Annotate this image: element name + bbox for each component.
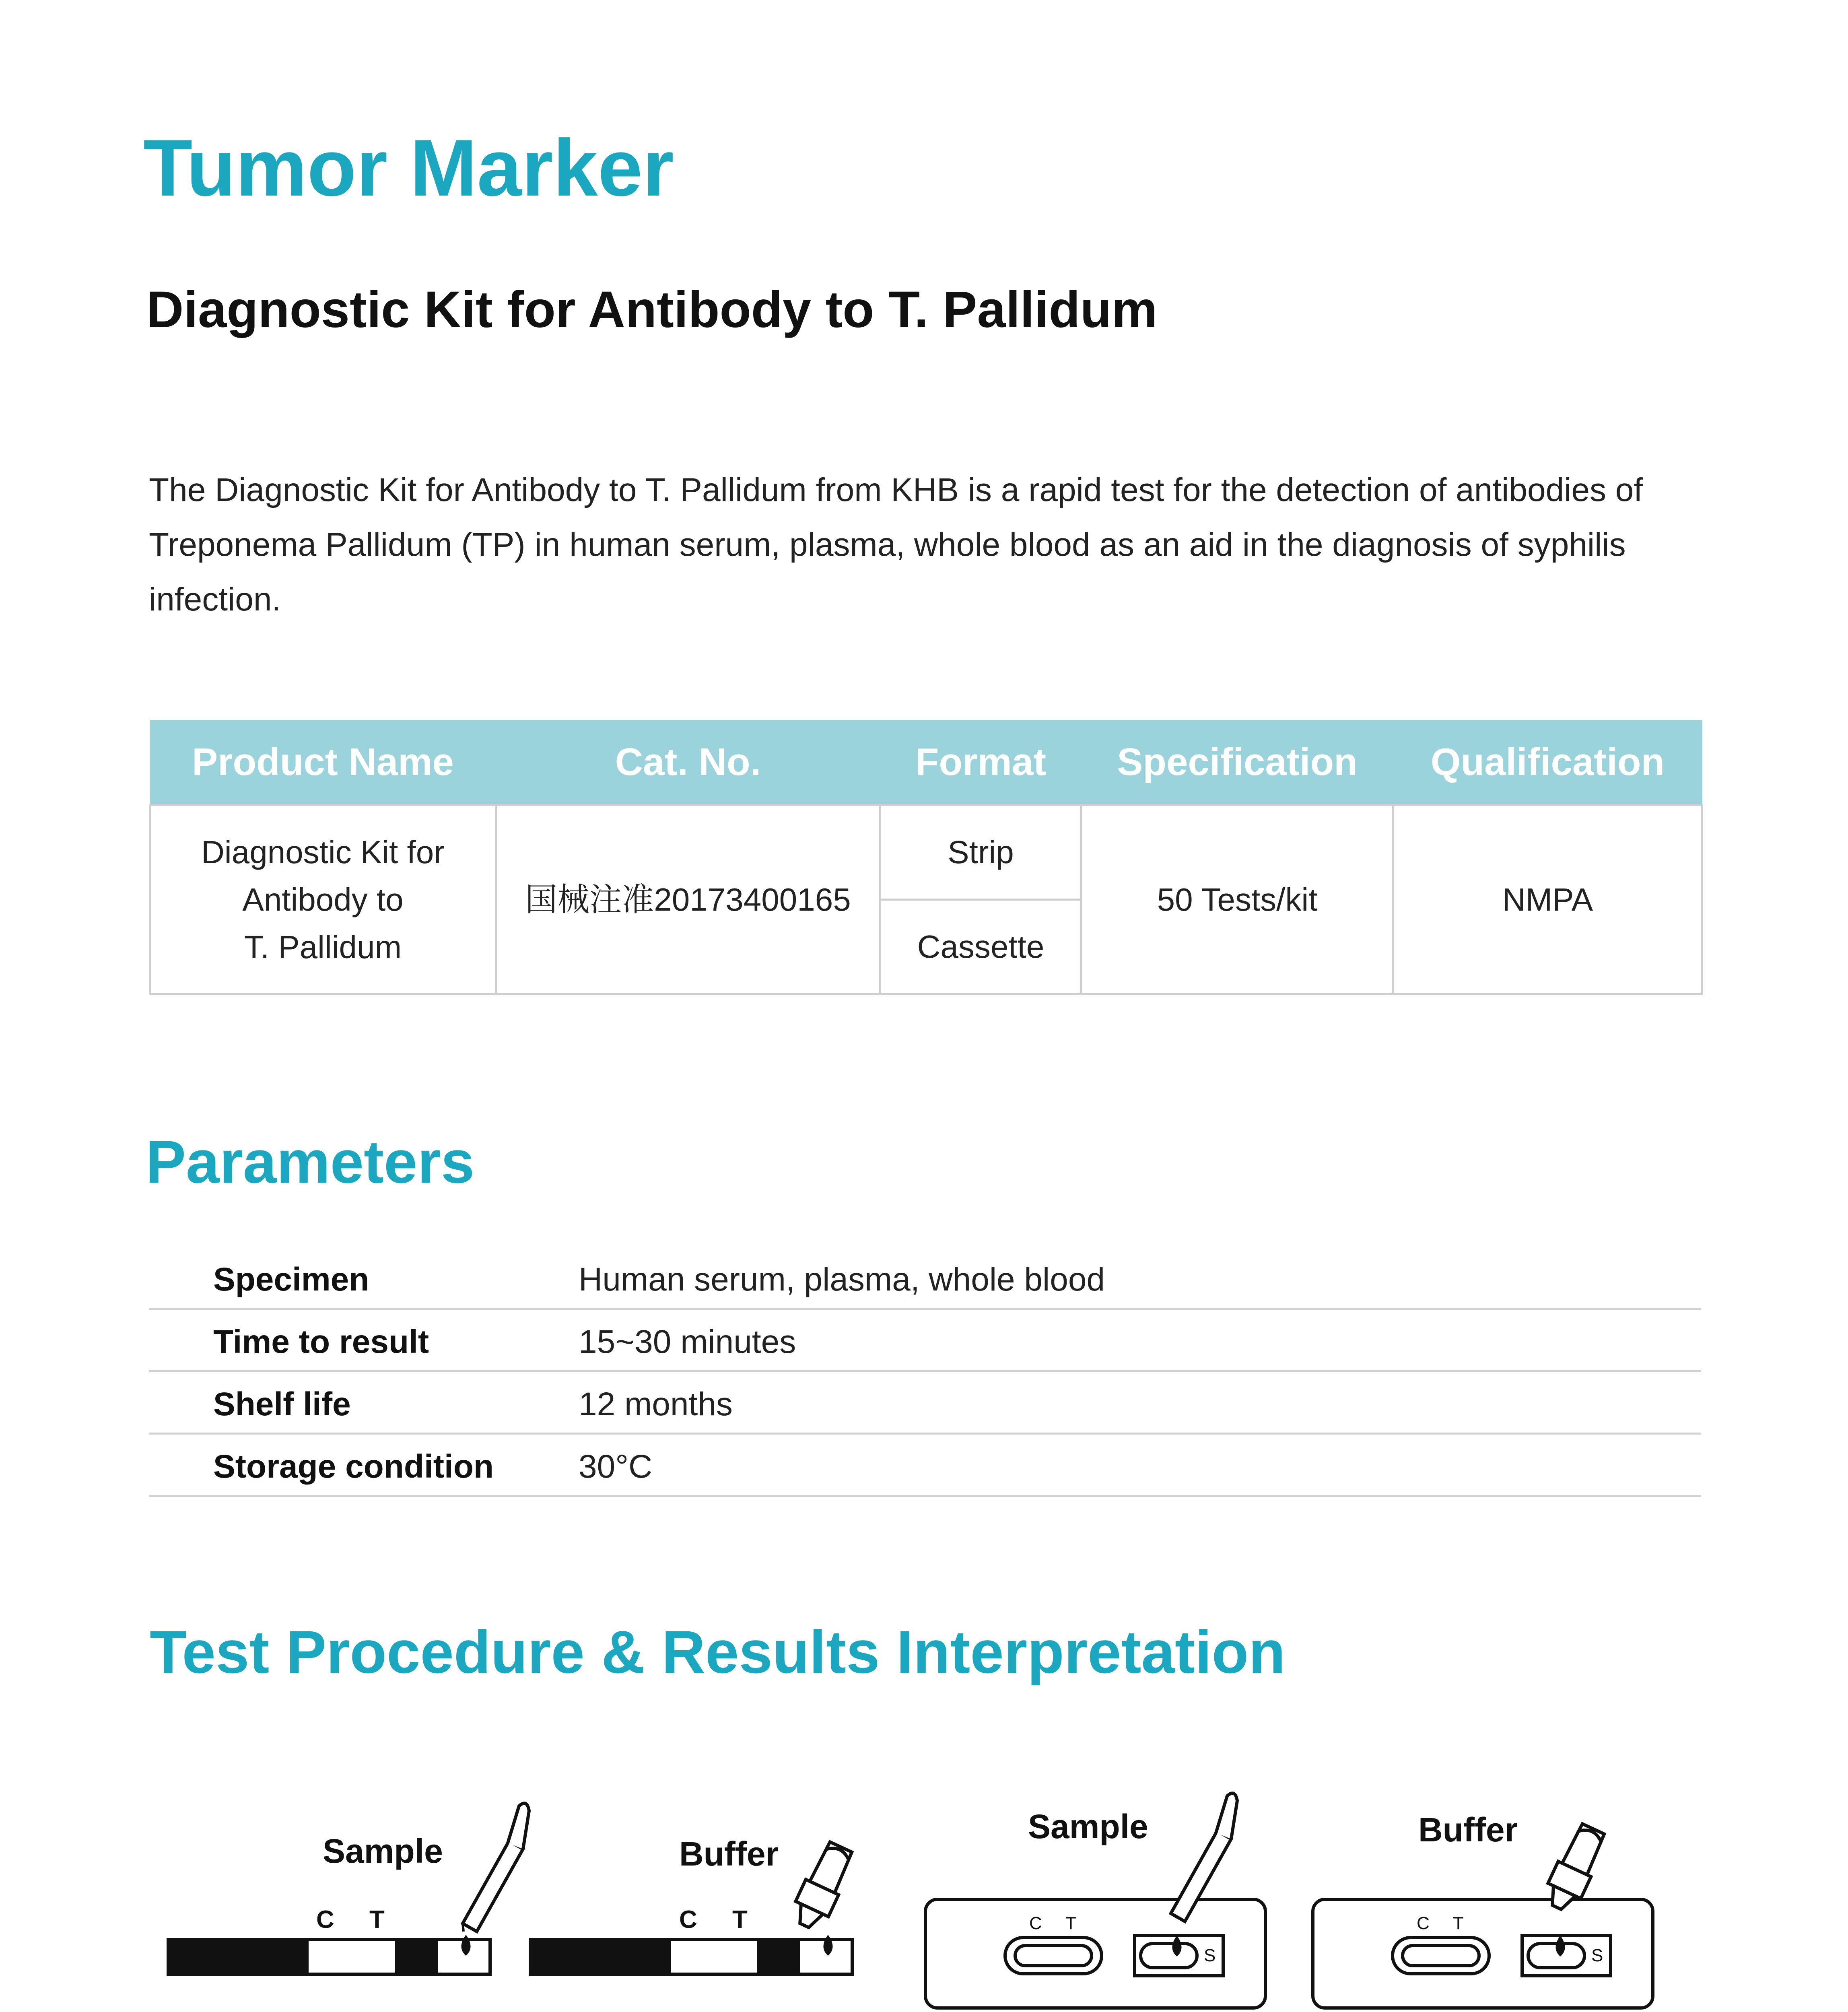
param-key: Shelf life: [213, 1386, 351, 1422]
param-key: Storage condition: [213, 1448, 494, 1485]
cell-format-cassette: Cassette: [880, 900, 1082, 994]
cell-cat-no: 国械注准20173400165: [496, 805, 880, 994]
param-key: Specimen: [213, 1261, 369, 1298]
intro-paragraph: The Diagnostic Kit for Antibody to T. Pallidum from KHB is a rapid test for the detection of antibodies of Treponema Pallidum (TP) in human serum, plasma, whole blood as an aid in the diagnosis of syphilis infection.: [149, 472, 1643, 618]
page-title: Tumor Marker: [143, 123, 674, 213]
param-value: Human serum, plasma, whole blood: [579, 1261, 1105, 1298]
cassette-t-label: T: [1065, 1913, 1076, 1933]
strip-sample-label: Sample: [323, 1832, 443, 1870]
buffer-bottle-icon: [788, 1839, 857, 1933]
product-subtitle: Diagnostic Kit for Antibody to T. Pallidum: [146, 281, 1158, 338]
strip-c-label: C: [679, 1906, 697, 1934]
procedure-heading: Test Procedure & Results Interpretation: [150, 1618, 1286, 1686]
header-qualification: Qualification: [1393, 720, 1702, 805]
dropper-icon: [463, 1803, 529, 1932]
product-name-line: Antibody to: [242, 881, 404, 917]
strip-diagram-buffer: [530, 1940, 852, 1974]
param-value: 15~30 minutes: [579, 1323, 796, 1360]
cassette-c-label: C: [1029, 1913, 1042, 1933]
product-name-line: T. Pallidum: [244, 929, 402, 965]
cell-format-strip: Strip: [880, 805, 1082, 900]
cassette-s-label: S: [1591, 1946, 1603, 1965]
cassette-s-label: S: [1204, 1946, 1216, 1965]
cell-qualification: NMPA: [1393, 805, 1702, 994]
param-value: 30°C: [579, 1448, 653, 1485]
cassette-c-label: C: [1417, 1913, 1430, 1933]
header-product-name: Product Name: [150, 720, 496, 805]
cassette-buffer-label: Buffer: [1418, 1811, 1518, 1849]
cassette-sample-label: Sample: [1028, 1808, 1148, 1845]
strip-buffer-label: Buffer: [679, 1835, 779, 1873]
strip-c-label: C: [316, 1906, 334, 1934]
strip-t-label: T: [369, 1906, 385, 1934]
param-value: 12 months: [579, 1386, 733, 1422]
cell-specification: 50 Tests/kit: [1082, 805, 1393, 994]
strip-diagram-sample: [168, 1940, 490, 1974]
parameters-heading: Parameters: [146, 1128, 475, 1196]
cassette-t-label: T: [1453, 1913, 1464, 1933]
header-format: Format: [880, 720, 1082, 805]
product-name-line: Diagnostic Kit for: [201, 834, 445, 870]
header-specification: Specification: [1082, 720, 1393, 805]
header-cat-no: Cat. No.: [496, 720, 880, 805]
param-key: Time to result: [213, 1323, 429, 1360]
strip-t-label: T: [732, 1906, 748, 1934]
